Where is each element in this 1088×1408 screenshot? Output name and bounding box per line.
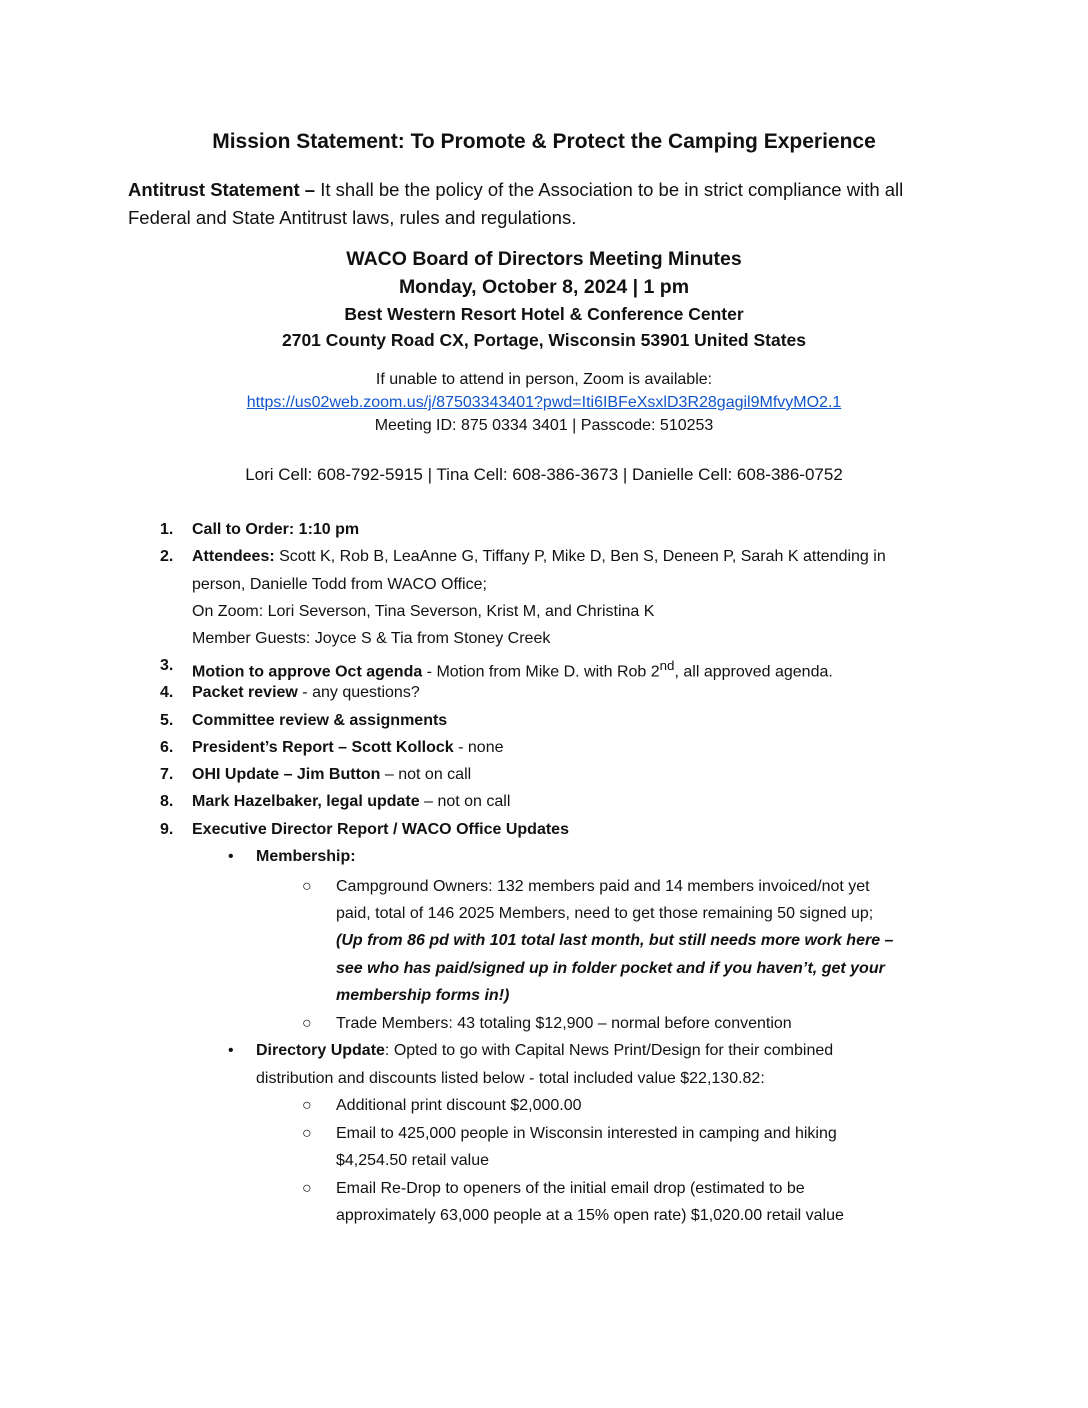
owners-text: Campground Owners: 132 members paid and 14 members invoiced/not yet: [336, 878, 870, 895]
item-body: [192, 543, 952, 570]
antitrust-statement: [128, 176, 968, 232]
item-text: , all approved agenda.: [674, 663, 833, 681]
zoom-intro: If unable to attend in person, Zoom is available:: [375, 371, 713, 388]
item-label: Executive Director Report / WACO Office Updates: [192, 821, 569, 838]
sub-item-text: Email Re-Drop to openers of the initial email drop (estimated to be: [336, 1180, 805, 1197]
item-number: 2.: [160, 548, 174, 565]
item-label: Attendees:: [192, 548, 275, 565]
circle-bullet-icon: ○: [302, 1097, 312, 1114]
trade-text: Trade Members: 43 totaling $12,900 – normal before convention: [336, 1015, 792, 1032]
item-number: 6.: [160, 739, 174, 756]
antitrust-text: It shall be the policy of the Association to be in strict compliance with all Federal and State Antitrust laws, rules and regulations.: [128, 179, 904, 228]
meeting-title: WACO Board of Directors Meeting Minutes: [346, 248, 742, 270]
zoom-link[interactable]: https://us02web.zoom.us/j/87503343401?pwd=Iti6IBFeXsxlD3R28gagil9MfvyMO2.1: [246, 394, 842, 411]
circle-bullet-icon: ○: [302, 1125, 312, 1142]
antitrust-label: Antitrust Statement –: [128, 179, 316, 200]
note-text: see who has paid/signed up in folder pocket and if you haven’t, get your: [336, 960, 885, 977]
sub-item-text: Additional print discount $2,000.00: [336, 1097, 582, 1114]
mission-statement: Mission Statement: To Promote & Protect the Camping Experience: [212, 130, 876, 153]
circle-bullet-icon: ○: [302, 1180, 312, 1197]
owners-text: paid, total of 146 2025 Members, need to get those remaining 50 signed up;: [336, 905, 874, 922]
item-number: 9.: [160, 821, 174, 838]
bullet-icon: •: [228, 848, 234, 865]
item-text: – not on call: [380, 766, 472, 783]
item-body: [192, 816, 952, 843]
item-label: Motion to approve Oct agenda: [192, 663, 423, 681]
item-text: person, Danielle Todd from WACO Office;: [192, 576, 487, 593]
sub-item-text: Email to 425,000 people in Wisconsin interested in camping and hiking: [336, 1125, 837, 1142]
item-number: 8.: [160, 793, 174, 810]
item-text: - Motion from Mike D. with Rob 2: [422, 663, 660, 681]
directory-label: Directory Update: [256, 1042, 385, 1059]
sub-item-text: $4,254.50 retail value: [336, 1152, 489, 1169]
item-label: Call to Order: 1:10 pm: [192, 521, 360, 538]
item-body: [192, 707, 952, 734]
bullet-body: [256, 1037, 956, 1064]
meeting-date: Monday, October 8, 2024 | 1 pm: [398, 276, 690, 298]
item-number: 5.: [160, 712, 174, 729]
item-text: Scott K, Rob B, LeaAnne G, Tiffany P, Mike D, Ben S, Deneen P, Sarah K attending in: [274, 548, 886, 565]
item-text: On Zoom: Lori Severson, Tina Severson, Krist M, and Christina K: [192, 603, 655, 620]
bullet-body: [256, 843, 956, 870]
item-text: - none: [453, 739, 504, 756]
note-text: membership forms in!): [336, 987, 510, 1004]
item-number: 7.: [160, 766, 174, 783]
circle-bullet-icon: ○: [302, 878, 312, 895]
directory-text: distribution and discounts listed below - total included value $22,130.82:: [256, 1070, 765, 1087]
item-superscript: nd: [659, 658, 675, 673]
item-text: - any questions?: [297, 684, 420, 701]
meeting-address: 2701 County Road CX, Portage, Wisconsin 53901 United States: [281, 330, 807, 350]
item-number: 3.: [160, 657, 174, 674]
item-label: OHI Update – Jim Button: [192, 766, 381, 783]
item-body: [192, 734, 952, 761]
item-body: [192, 679, 952, 706]
item-text: – not on call: [419, 793, 511, 810]
item-label: Committee review & assignments: [192, 712, 448, 729]
sub-item-text: approximately 63,000 people at a 15% open rate) $1,020.00 retail value: [336, 1207, 844, 1224]
item-label: Mark Hazelbaker, legal update: [192, 793, 420, 810]
bullet-icon: •: [228, 1042, 234, 1059]
item-label: President’s Report – Scott Kollock: [192, 739, 454, 756]
item-label: Packet review: [192, 684, 298, 701]
directory-text: : Opted to go with Capital News Print/Design for their combined: [384, 1042, 834, 1059]
item-text: Member Guests: Joyce S & Tia from Stoney Creek: [192, 630, 551, 647]
contact-numbers: Lori Cell: 608-792-5915 | Tina Cell: 608-386-3673 | Danielle Cell: 608-386-0752: [245, 465, 843, 484]
membership-label: Membership:: [256, 848, 356, 865]
item-body: [192, 788, 952, 815]
meeting-venue: Best Western Resort Hotel & Conference Center: [344, 304, 744, 324]
item-body: [192, 516, 952, 543]
item-number: 4.: [160, 684, 174, 701]
item-body: [192, 761, 952, 788]
zoom-meeting-info: Meeting ID: 875 0334 3401 | Passcode: 510253: [374, 417, 714, 434]
item-number: 1.: [160, 521, 174, 538]
circle-bullet-icon: ○: [302, 1015, 312, 1032]
note-text: (Up from 86 pd with 101 total last month, but still needs more work here –: [336, 932, 894, 949]
